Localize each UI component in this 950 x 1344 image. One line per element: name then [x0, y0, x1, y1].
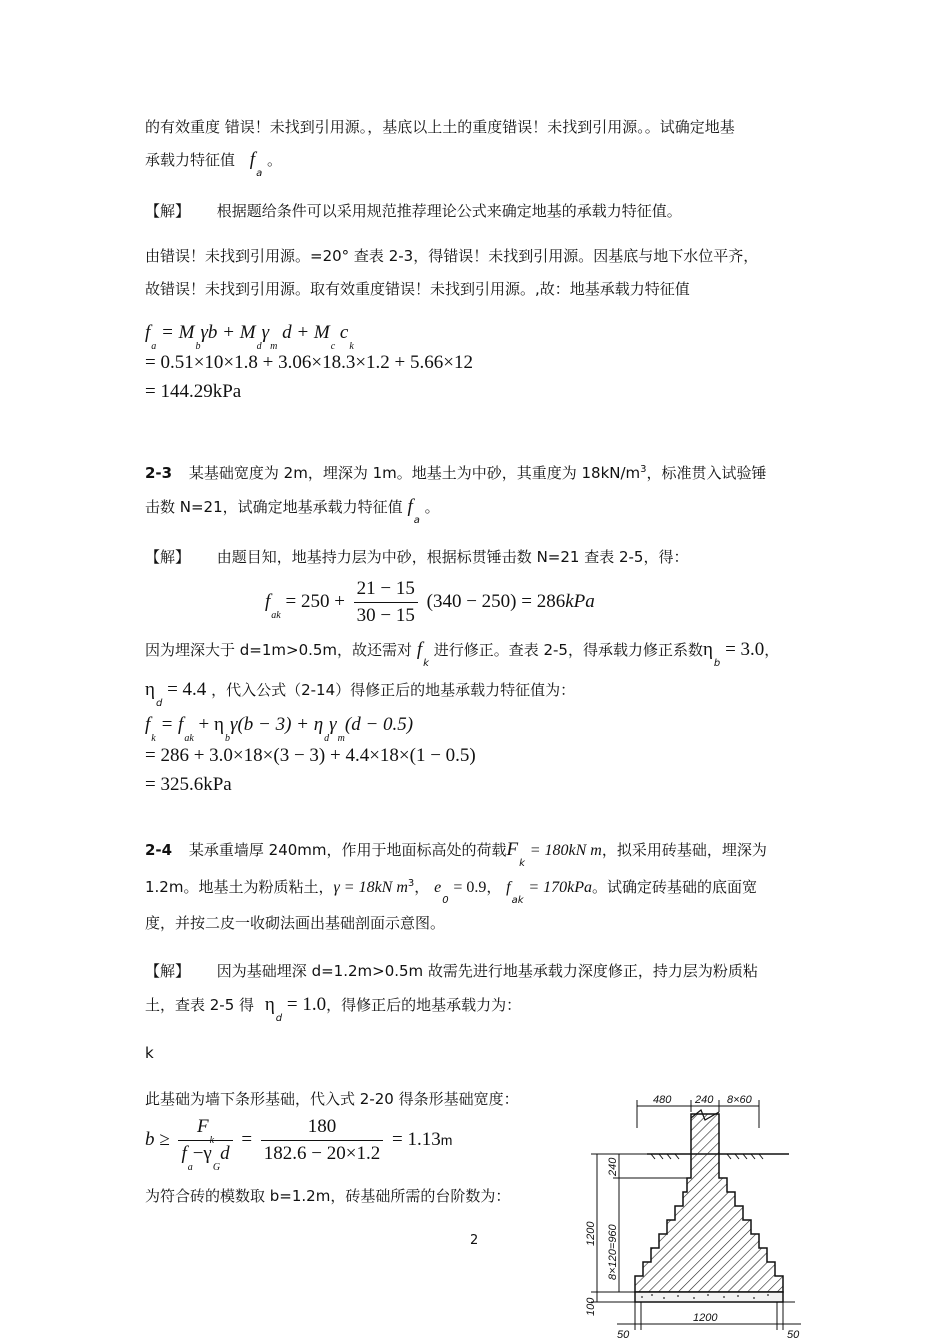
denominator [178, 1141, 232, 1173]
text-span: ， [486, 878, 502, 896]
text-line: k [145, 1044, 154, 1062]
subscript: m [270, 341, 278, 352]
text-span: 某基础宽度为 2m，埋深为 1m。地基土为中砂，其重度为 18kN/m [188, 464, 641, 482]
symbol: f [416, 639, 423, 660]
text-line [145, 877, 758, 906]
subscript: k [349, 341, 354, 352]
symbol: η [145, 679, 155, 700]
text-line: 的有效重度 错误！未找到引用源。，基底以上土的重度错误！未找到引用源。。试确定地基 [145, 118, 735, 136]
text-line: 为符合砖的模数取 b=1.2m，砖基础所需的台阶数为： [145, 1187, 511, 1205]
text-line: 度，并按二皮一收砌法画出基础剖面示意图。 [145, 914, 446, 932]
eq-part: = M [161, 322, 195, 343]
subscript: ak [511, 895, 524, 906]
question-line [145, 839, 767, 869]
subscript: m [337, 733, 345, 744]
symbol: e [434, 879, 442, 896]
value: = 0.9 [453, 879, 487, 896]
eq-part: γ(b − 3) + η [229, 714, 324, 735]
eq-part: −γ [192, 1143, 212, 1164]
denominator: 30 − 15 [356, 605, 415, 626]
foundation-section-diagram [555, 1088, 815, 1342]
subscript: k [423, 658, 429, 669]
equation-line [145, 714, 414, 744]
text-line: 此基础为墙下条形基础，代入式 2-20 得条形基础宽度： [145, 1090, 519, 1108]
subscript: k [519, 858, 525, 869]
solution-tag: 【解】 [145, 548, 191, 566]
value: = 3.0 [725, 639, 765, 660]
text-line [145, 639, 780, 669]
value: γ = 18kN m [333, 879, 408, 896]
dimension-label: 1200 [693, 1312, 718, 1324]
dimension-label: 50 [787, 1329, 800, 1341]
eq-part: = [241, 1128, 253, 1150]
text-span: 。试确定砖基础的底面宽 [592, 878, 758, 896]
text-span: 。 [267, 151, 283, 169]
solution-line [145, 547, 688, 567]
subscript: k [151, 733, 156, 744]
subscript: b [224, 733, 230, 744]
subscript: 0 [442, 895, 449, 906]
equation-line: = 0.51×10×1.8 + 3.06×18.3×1.2 + 5.66×12 [145, 352, 473, 373]
subscript: d [256, 341, 262, 352]
eq-part: + η [198, 714, 224, 735]
text-line [145, 149, 283, 179]
dimension-label: 50 [617, 1329, 630, 1341]
text-span: 击数 N=21，试确定地基承载力特征值 [145, 498, 403, 516]
subscript: ak [271, 609, 281, 621]
subscript: d [155, 698, 163, 709]
equation-line [145, 1116, 453, 1173]
text-line: 故错误！未找到引用源。取有效重度错误！未找到引用源。,故：地基承载力特征值 [145, 280, 690, 298]
numerator: 21 − 15 [354, 578, 418, 603]
fraction [178, 1116, 232, 1173]
subscript: c [330, 341, 336, 352]
dimension-label: 8×120=960 [607, 1224, 619, 1280]
equation-line [265, 578, 595, 627]
eq-part: γ [329, 714, 337, 735]
symbol: η [264, 994, 275, 1015]
text-span: ， [764, 641, 780, 659]
brick-footing [635, 1114, 783, 1292]
unit: m [440, 1131, 453, 1148]
numerator [178, 1116, 232, 1146]
question-number: 2-4 [145, 841, 173, 859]
equation-line [145, 322, 354, 352]
question-number: 2-3 [145, 464, 173, 482]
equation-line: = 144.29kPa [145, 381, 242, 402]
text-span: 。 [424, 498, 440, 516]
symbol: f [181, 1143, 187, 1164]
eq-part: (d − 0.5) [344, 714, 414, 735]
dimension-label: 100 [585, 1297, 597, 1316]
text-span: ，代入公式（2-14）得修正后的地基承载力特征值为： [211, 681, 576, 699]
eq-part: b ≥ [145, 1128, 170, 1150]
dimension-label: 240 [695, 1094, 714, 1106]
text-span: ，拟采用砖基础，埋深为 [601, 841, 767, 859]
fraction [354, 578, 418, 627]
text-line [145, 496, 440, 526]
unit: kPa [565, 590, 595, 612]
superscript: 3 [407, 878, 415, 889]
subscript: a [413, 515, 420, 526]
text-span: 1.2m。地基土为粉质粘土， [145, 878, 334, 896]
superscript: 3 [640, 464, 647, 475]
dimension-label: 480 [653, 1094, 672, 1106]
dimension-label: 8×60 [727, 1094, 752, 1106]
eq-part: d [220, 1143, 230, 1164]
eq-part: = 1.13 [391, 1128, 441, 1150]
subscript: d [275, 1013, 283, 1024]
symbol: f [506, 879, 511, 896]
subscript: k [209, 1135, 215, 1146]
symbol: F [506, 839, 519, 860]
value: = 1.0 [286, 994, 327, 1015]
question-line [145, 463, 767, 486]
eq-part: c [339, 322, 349, 343]
text-span: 因为埋深大于 d=1m>0.5m，故还需对 [145, 641, 413, 659]
symbol: f [265, 590, 271, 612]
text-span: 承载力特征值 [145, 151, 236, 169]
subscript: b [713, 658, 721, 669]
denominator: 182.6 − 20×1.2 [263, 1143, 381, 1164]
subscript: d [324, 733, 330, 744]
eq-part: d + M [282, 322, 330, 343]
subscript: a [187, 1162, 193, 1173]
solution-tag: 【解】 [145, 202, 191, 220]
subscript: a [151, 341, 157, 352]
text-span: ，得修正后的地基承载力为： [326, 996, 522, 1014]
symbol: F [196, 1116, 209, 1137]
page-number: 2 [470, 1233, 479, 1248]
text-line [145, 994, 522, 1024]
text-span: 土，查表 2-5 得 [145, 996, 255, 1014]
text-span: ， [414, 878, 430, 896]
fraction [261, 1116, 383, 1165]
dimension-label: 1200 [585, 1221, 597, 1246]
symbol: η [702, 639, 713, 660]
eq-part: = f [160, 714, 184, 735]
subscript: a [256, 168, 263, 179]
solution-tag: 【解】 [145, 962, 191, 980]
equation-line: = 286 + 3.0×18×(3 − 3) + 4.4×18×(1 − 0.5) [145, 745, 476, 766]
text-line: 由错误！未找到引用源。=20° 查表 2-3，得错误！未找到引用源。因基底与地下水位平齐， [145, 247, 759, 265]
value: = 170kPa [528, 879, 592, 896]
text-span: 某承重墙厚 240mm，作用于地面标高处的荷载 [188, 841, 507, 859]
subscript: ak [184, 733, 194, 744]
solution-line [145, 201, 682, 221]
eq-part: = 250 + [285, 590, 345, 612]
symbol: f [407, 496, 413, 517]
dimension-label: 240 [607, 1157, 619, 1176]
text-span: 进行修正。查表 2-5，得承载力修正系数 [433, 641, 703, 659]
text-line [145, 679, 576, 709]
subscript: G [212, 1162, 221, 1173]
solution-line [145, 961, 758, 981]
text-span: 由题目知，地基持力层为中砂，根据标贯锤击数 N=21 查表 2-5，得： [216, 548, 689, 566]
text-span: 因为基础埋深 d=1.2m>0.5m 故需先进行地基承载力深度修正，持力层为粉质粘 [216, 962, 758, 980]
concrete-cushion [635, 1292, 783, 1302]
text-span: 根据题给条件可以采用规范推荐理论公式来确定地基的承载力特征值。 [216, 202, 682, 220]
text-span: ，标准贯入试验锤 [646, 464, 767, 482]
eq-part: γb + M [200, 322, 256, 343]
eq-part: γ [261, 322, 270, 343]
numerator: 180 [261, 1116, 383, 1141]
subscript: b [195, 341, 201, 352]
value: = 180kN m [529, 842, 602, 859]
symbol: f [145, 322, 151, 343]
value: = 4.4 [167, 679, 207, 700]
equation-line: = 325.6kPa [145, 774, 232, 795]
symbol: f [145, 714, 151, 735]
eq-part: (340 − 250) = 286 [426, 590, 566, 612]
symbol: f [249, 149, 256, 170]
